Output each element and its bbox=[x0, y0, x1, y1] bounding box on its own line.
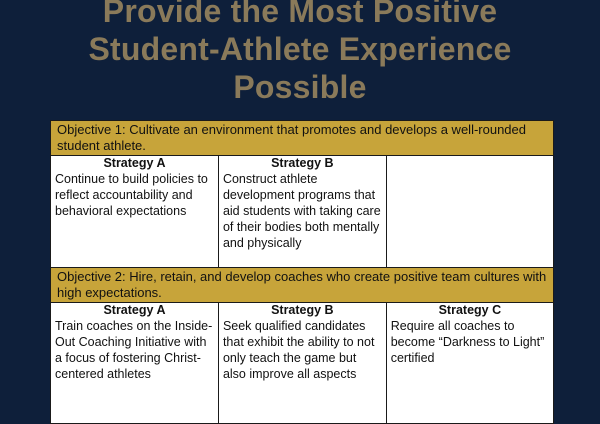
objective-row-2 bbox=[51, 268, 554, 303]
page-title bbox=[0, 0, 600, 106]
strategy-text: Construct athlete development programs that aid students with taking care of their bodies both mentally and physically bbox=[222, 172, 381, 250]
objective-1-text: Objective 1: Cultivate an environment that promotes and develops a well-rounded student athlete. bbox=[51, 121, 554, 156]
title-line-3: Possible bbox=[233, 69, 367, 105]
objective-1-strategy-a bbox=[51, 156, 219, 268]
strategy-heading: Strategy B bbox=[271, 303, 334, 317]
strategy-row-2 bbox=[51, 303, 554, 424]
objective-1-strategy-empty bbox=[386, 156, 553, 268]
title-line-1: Provide the Most Positive bbox=[102, 0, 498, 29]
strategy-text: Require all coaches to become “Darkness to Light” certified bbox=[390, 319, 545, 365]
strategy-table bbox=[50, 120, 554, 424]
objective-2-text: Objective 2: Hire, retain, and develop coaches who create positive team cultures with high expectations. bbox=[51, 268, 554, 303]
title-line-2: Student-Athlete Experience bbox=[88, 31, 512, 67]
strategy-heading: Strategy B bbox=[271, 156, 334, 170]
objective-1-strategy-b bbox=[218, 156, 386, 268]
objective-2-strategy-a bbox=[51, 303, 219, 424]
strategy-text: Continue to build policies to reflect accountability and behavioral expectations bbox=[55, 172, 208, 218]
strategy-heading: Strategy A bbox=[103, 156, 166, 170]
strategy-text: Train coaches on the Inside-Out Coaching Initiative with a focus of fostering Christ-centered athletes bbox=[55, 319, 213, 381]
objective-2-strategy-b bbox=[218, 303, 386, 424]
strategy-text: Seek qualified candidates that exhibit the ability to not only teach the game but also improve all aspects bbox=[222, 319, 375, 381]
strategy-heading: Strategy C bbox=[438, 303, 502, 317]
strategy-heading: Strategy A bbox=[103, 303, 166, 317]
objective-2-strategy-c bbox=[386, 303, 553, 424]
objective-row-1 bbox=[51, 121, 554, 156]
strategy-row-1 bbox=[51, 156, 554, 268]
